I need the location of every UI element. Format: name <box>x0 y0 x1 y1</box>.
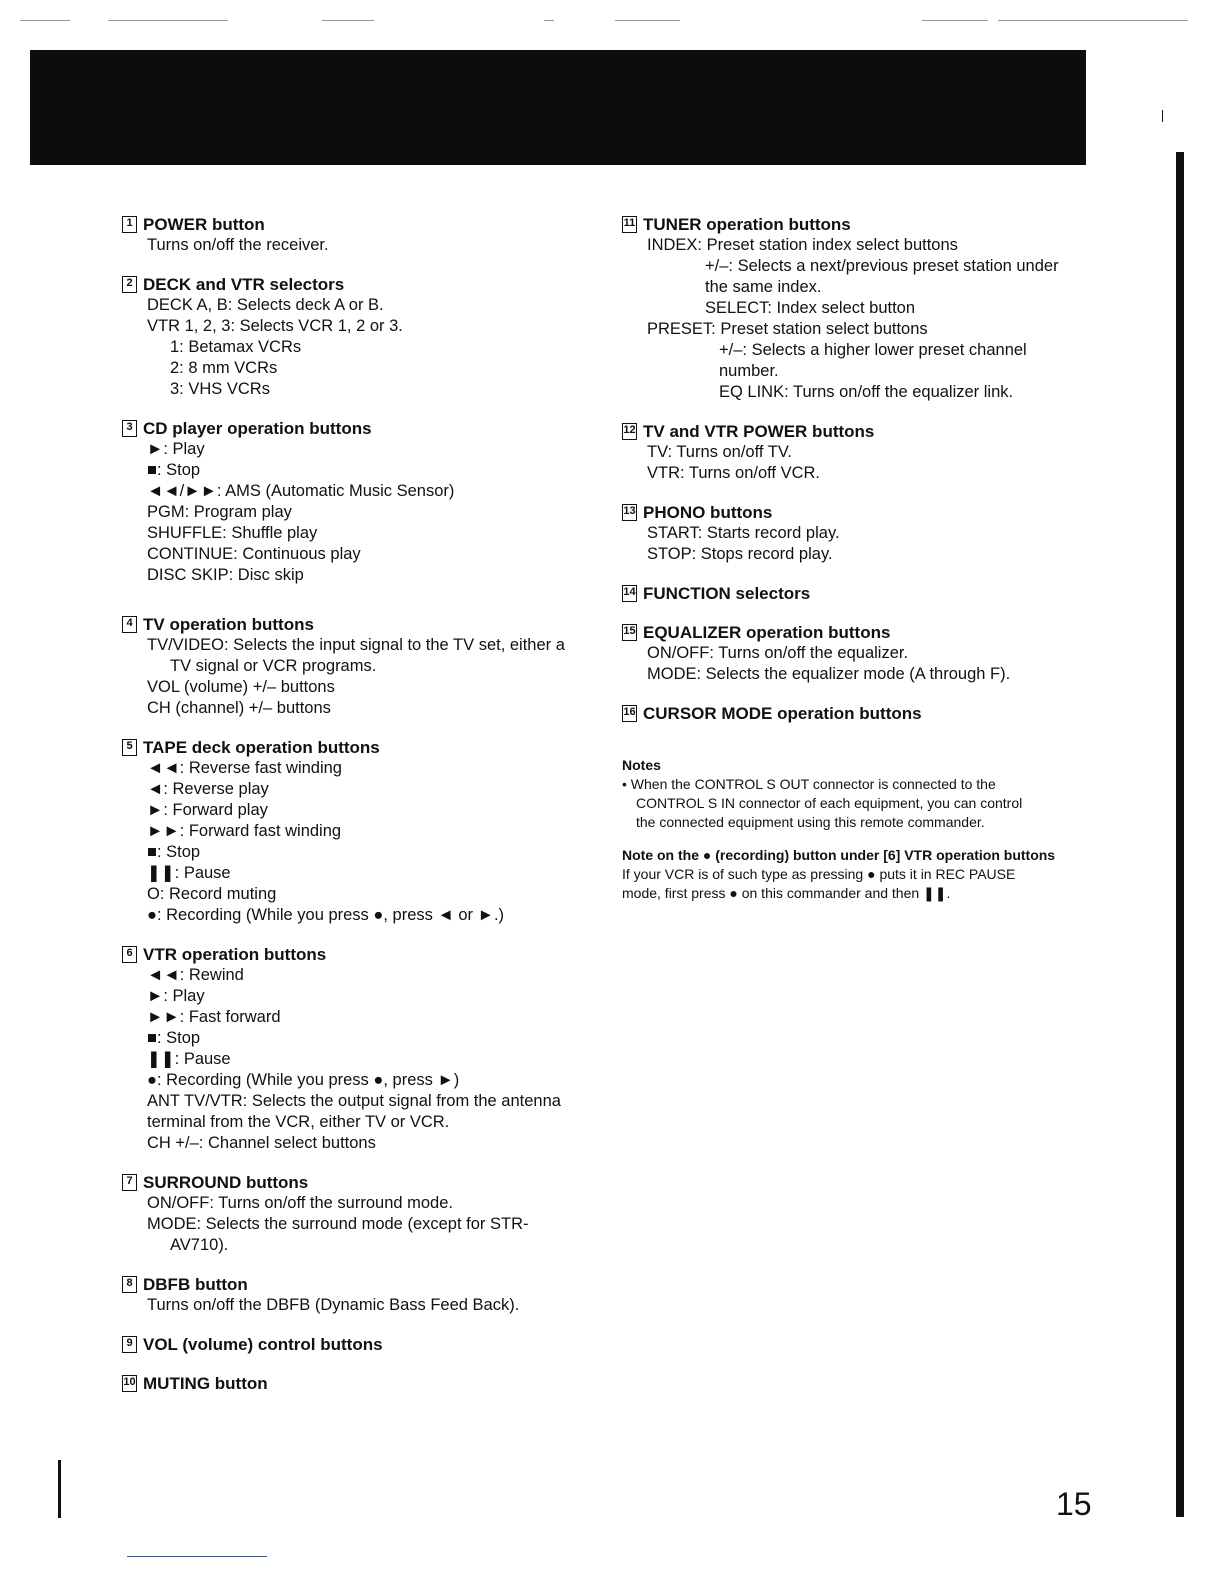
section-title <box>122 418 592 439</box>
section-3 <box>122 418 592 586</box>
section-number-badge: 10 <box>122 1375 137 1392</box>
description-line: MODE: Selects the surround mode (except for STR- <box>147 1215 529 1233</box>
description-line: TV: Turns on/off TV. <box>647 443 792 461</box>
section-title <box>622 622 1102 643</box>
section-title-text: TUNER operation buttons <box>643 215 851 234</box>
top-rule-2 <box>108 20 228 21</box>
description-line: START: Starts record play. <box>647 524 840 542</box>
description-line: O: Record muting <box>147 885 277 903</box>
top-rule-6 <box>922 20 988 21</box>
section-title <box>122 944 592 965</box>
description-line: SELECT: Index select button <box>705 299 916 317</box>
description-line: ON/OFF: Turns on/off the equalizer. <box>647 644 909 662</box>
description-line: 3: VHS VCRs <box>170 380 270 398</box>
right-column <box>622 214 1102 903</box>
right-margin-rule <box>1176 152 1184 1517</box>
section-11 <box>622 214 1102 403</box>
description-line: ◄◄: Rewind <box>147 966 244 984</box>
description-line: ●: Recording (While you press ●, press ◄ or ►.) <box>147 906 505 924</box>
section-16 <box>622 703 1102 724</box>
description-line: +/–: Selects a higher lower preset channel <box>719 341 1027 359</box>
description-line: ON/OFF: Turns on/off the surround mode. <box>147 1194 453 1212</box>
description-line: ■: Stop <box>147 1029 201 1047</box>
section-title <box>622 703 1102 724</box>
description-line: ►: Play <box>147 440 205 458</box>
left-column <box>122 214 592 1412</box>
notes-title: Notes <box>622 757 661 773</box>
description-line: ►►: Forward fast winding <box>147 822 342 840</box>
description-line: DISC SKIP: Disc skip <box>147 566 304 584</box>
section-7 <box>122 1172 592 1256</box>
section-title-text: TV and VTR POWER buttons <box>643 422 875 441</box>
description-line: Turns on/off the DBFB (Dynamic Bass Feed Back). <box>147 1296 520 1314</box>
section-number-badge: 11 <box>622 216 637 233</box>
section-title-text: PHONO buttons <box>643 503 773 522</box>
section-title-text: DBFB button <box>143 1275 248 1294</box>
description-line: AV710). <box>170 1236 229 1254</box>
section-title-text: DECK and VTR selectors <box>143 275 345 294</box>
description-line: 1: Betamax VCRs <box>170 338 302 356</box>
top-rule-5 <box>615 20 680 21</box>
description-line: TV/VIDEO: Selects the input signal to the TV set, either a <box>147 636 565 654</box>
section-15 <box>622 622 1102 685</box>
section-number-badge: 6 <box>122 946 137 963</box>
notes-line: • When the CONTROL S OUT connector is connected to the <box>622 776 996 792</box>
description-line: CONTINUE: Continuous play <box>147 545 361 563</box>
top-rule-4 <box>544 20 554 21</box>
top-rule-3 <box>322 20 374 21</box>
description-line: ❚❚: Pause <box>147 1050 231 1068</box>
description-line: ■: Stop <box>147 843 201 861</box>
recording-note-line: If your VCR is of such type as pressing ● puts it in REC PAUSE <box>622 866 1016 882</box>
description-line: ◄◄: Reverse fast winding <box>147 759 342 777</box>
section-6 <box>122 944 592 1154</box>
section-title <box>622 583 1102 604</box>
section-14 <box>622 583 1102 604</box>
description-line: VOL (volume) +/– buttons <box>147 678 335 696</box>
section-title-text: VTR operation buttons <box>143 945 327 964</box>
section-number-badge: 4 <box>122 616 137 633</box>
section-number-badge: 1 <box>122 216 137 233</box>
notes-line: the connected equipment using this remote commander. <box>636 814 985 830</box>
section-2 <box>122 274 592 400</box>
description-line: ►: Forward play <box>147 801 268 819</box>
section-title <box>122 614 592 635</box>
section-number-badge: 15 <box>622 624 637 641</box>
description-line: ■: Stop <box>147 461 201 479</box>
section-title-text: VOL (volume) control buttons <box>143 1335 383 1354</box>
section-title <box>122 737 592 758</box>
description-line: ❚❚: Pause <box>147 864 231 882</box>
section-title <box>122 1334 592 1355</box>
section-number-badge: 3 <box>122 420 137 437</box>
description-line: ◄◄/►►: AMS (Automatic Music Sensor) <box>147 482 455 500</box>
section-title-text: EQUALIZER operation buttons <box>643 623 891 642</box>
description-line: EQ LINK: Turns on/off the equalizer link. <box>719 383 1014 401</box>
right-sections <box>622 214 1102 724</box>
description-line: ►►: Fast forward <box>147 1008 281 1026</box>
description-line: STOP: Stops record play. <box>647 545 833 563</box>
description-line: DECK A, B: Selects deck A or B. <box>147 296 384 314</box>
description-line: CH (channel) +/– buttons <box>147 699 331 717</box>
section-number-badge: 8 <box>122 1276 137 1293</box>
top-rule-1 <box>20 20 70 21</box>
bottom-link-rule <box>127 1556 267 1557</box>
description-line: VTR: Turns on/off VCR. <box>647 464 821 482</box>
section-number-badge: 9 <box>122 1336 137 1353</box>
description-line: INDEX: Preset station index select buttons <box>647 236 958 254</box>
notes-line: CONTROL S IN connector of each equipment, you can control <box>636 795 1023 811</box>
section-title <box>622 421 1102 442</box>
description-line: TV signal or VCR programs. <box>170 657 377 675</box>
section-number-badge: 5 <box>122 739 137 756</box>
section-title-text: SURROUND buttons <box>143 1173 309 1192</box>
margin-tick <box>1162 110 1163 122</box>
description-line: ●: Recording (While you press ●, press ►) <box>147 1071 460 1089</box>
left-margin-rule <box>58 1460 61 1518</box>
section-5 <box>122 737 592 926</box>
description-line: VTR 1, 2, 3: Selects VCR 1, 2 or 3. <box>147 317 403 335</box>
description-line: ANT TV/VTR: Selects the output signal from the antenna <box>147 1092 561 1110</box>
section-number-badge: 16 <box>622 705 637 722</box>
page-number: 15 <box>1056 1486 1092 1522</box>
section-number-badge: 14 <box>622 585 637 602</box>
description-line: 2: 8 mm VCRs <box>170 359 278 377</box>
recording-note-line: mode, first press ● on this commander and then ❚❚. <box>622 885 951 901</box>
section-8 <box>122 1274 592 1316</box>
section-title <box>622 502 1102 523</box>
section-number-badge: 7 <box>122 1174 137 1191</box>
description-line: MODE: Selects the equalizer mode (A through F). <box>647 665 1011 683</box>
section-10 <box>122 1373 592 1394</box>
section-title-text: CURSOR MODE operation buttons <box>643 704 922 723</box>
section-12 <box>622 421 1102 484</box>
section-title-text: TAPE deck operation buttons <box>143 738 380 757</box>
section-title <box>622 214 1102 235</box>
description-line: number. <box>719 362 779 380</box>
section-title-text: CD player operation buttons <box>143 419 372 438</box>
recording-note-title: Note on the ● (recording) button under [6] VTR operation buttons <box>622 847 1056 863</box>
description-line: PRESET: Preset station select buttons <box>647 320 928 338</box>
description-line: terminal from the VCR, either TV or VCR. <box>147 1113 450 1131</box>
section-13 <box>622 502 1102 565</box>
description-line: Turns on/off the receiver. <box>147 236 329 254</box>
section-title-text: TV operation buttons <box>143 615 314 634</box>
section-title <box>122 1373 592 1394</box>
description-line: ◄: Reverse play <box>147 780 269 798</box>
description-line: CH +/–: Channel select buttons <box>147 1134 376 1152</box>
section-title-text: POWER button <box>143 215 265 234</box>
section-1 <box>122 214 592 256</box>
description-line: ►: Play <box>147 987 205 1005</box>
header-bar <box>30 50 1086 165</box>
section-title-text: FUNCTION selectors <box>643 584 811 603</box>
section-4 <box>122 614 592 719</box>
section-number-badge: 13 <box>622 504 637 521</box>
section-number-badge: 12 <box>622 423 637 440</box>
section-title <box>122 214 592 235</box>
section-title <box>122 1172 592 1193</box>
description-line: PGM: Program play <box>147 503 292 521</box>
section-title <box>122 274 592 295</box>
section-title <box>122 1274 592 1295</box>
description-line: the same index. <box>705 278 822 296</box>
description-line: SHUFFLE: Shuffle play <box>147 524 318 542</box>
section-9 <box>122 1334 592 1355</box>
section-title-text: MUTING button <box>143 1374 268 1393</box>
description-line: +/–: Selects a next/previous preset station under <box>705 257 1059 275</box>
top-rule-7 <box>998 20 1188 21</box>
section-number-badge: 2 <box>122 276 137 293</box>
notes-block <box>622 756 1102 903</box>
